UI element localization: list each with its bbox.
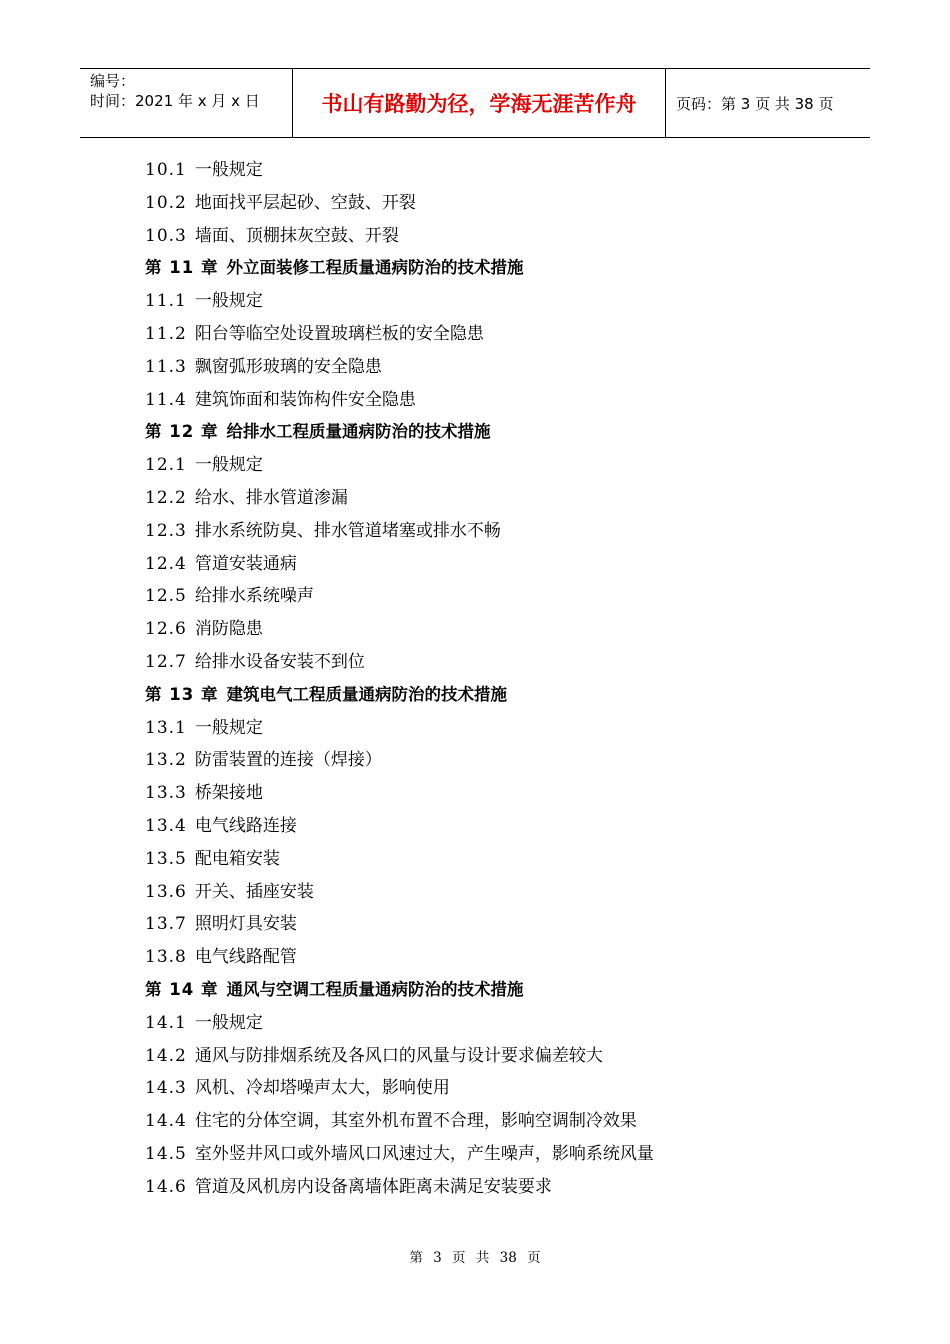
toc-number: 13.4 (145, 815, 187, 836)
toc-number: 12.2 (145, 487, 187, 508)
toc-item (145, 876, 865, 909)
toc-title: 室外竖井风口或外墙风口风速过大，产生噪声，影响系统风量 (194, 1143, 654, 1164)
toc-title: 消防隐患 (194, 619, 263, 640)
toc-number: 13.6 (145, 881, 187, 902)
toc-title: 一般规定 (194, 160, 263, 180)
toc-number: 11.3 (145, 356, 187, 377)
toc-number: 14.6 (145, 1176, 187, 1197)
toc-item (145, 810, 865, 843)
toc-number: 14.5 (145, 1143, 187, 1164)
toc-title: 一般规定 (194, 717, 263, 738)
toc-chapter-heading (145, 416, 865, 449)
toc-number: 第 13 章 (145, 684, 219, 704)
toc-item (145, 1105, 865, 1138)
page-header (80, 68, 870, 138)
header-page-info: 页码：第 3 页 共 38 页 (676, 94, 834, 113)
toc-number: 10.1 (145, 160, 187, 180)
toc-title: 电气线路连接 (194, 815, 297, 836)
toc-item (145, 384, 865, 417)
toc-title: 照明灯具安装 (194, 914, 297, 935)
toc-item (145, 482, 865, 515)
toc-number: 13.1 (145, 717, 187, 738)
toc-title: 给水、排水管道渗漏 (194, 487, 348, 508)
toc-title: 给排水系统噪声 (194, 586, 314, 607)
toc-number: 12.5 (145, 586, 187, 607)
toc-number: 13.7 (145, 914, 187, 935)
toc-title: 阳台等临空处设置玻璃栏板的安全隐患 (194, 323, 484, 344)
document-date: 时间：2021 年 x 月 x 日 (90, 92, 260, 110)
toc-chapter-heading (145, 252, 865, 285)
toc-item (145, 1072, 865, 1105)
toc-number: 14.3 (145, 1078, 187, 1099)
toc-item (145, 1138, 865, 1171)
toc-title: 风机、冷却塔噪声太大，影响使用 (194, 1078, 450, 1099)
page-footer: 第 3 页 共 38 页 (409, 1250, 541, 1266)
toc-title: 防雷装置的连接（焊接） (194, 750, 382, 771)
toc-item (145, 285, 865, 318)
toc-title: 电气线路配管 (194, 947, 297, 968)
toc-title: 配电箱安装 (194, 848, 280, 869)
document-number-label: 编号： (90, 72, 136, 90)
toc-chapter-heading (145, 679, 865, 712)
toc-item (145, 187, 865, 220)
toc-item (145, 220, 865, 253)
toc-title: 建筑电气工程质量通病防治的技术措施 (226, 684, 507, 704)
toc-title: 开关、插座安装 (194, 881, 314, 902)
header-motto: 书山有路勤为径，学海无涯苦作舟 (292, 69, 666, 137)
toc-title: 地面找平层起砂、空鼓、开裂 (194, 192, 416, 213)
toc-item (145, 318, 865, 351)
toc-item (145, 515, 865, 548)
toc-number: 11.4 (145, 389, 187, 410)
toc-number: 12.7 (145, 651, 187, 672)
toc-number: 13.2 (145, 750, 187, 771)
toc-item (145, 449, 865, 482)
toc-title: 通风与空调工程质量通病防治的技术措施 (226, 979, 524, 999)
toc-title: 桥架接地 (194, 783, 263, 804)
toc-item (145, 1040, 865, 1073)
toc-item (145, 580, 865, 613)
toc-item (145, 941, 865, 974)
toc-item (145, 613, 865, 646)
table-of-contents (145, 154, 865, 1204)
toc-number: 13.3 (145, 783, 187, 804)
toc-item (145, 908, 865, 941)
toc-item (145, 1171, 865, 1204)
toc-item (145, 351, 865, 384)
toc-number: 14.4 (145, 1111, 187, 1132)
toc-title: 给排水设备安装不到位 (194, 651, 365, 672)
toc-title: 一般规定 (194, 1012, 263, 1033)
toc-title: 飘窗弧形玻璃的安全隐患 (194, 356, 382, 377)
toc-title: 建筑饰面和装饰构件安全隐患 (194, 389, 416, 410)
toc-title: 外立面装修工程质量通病防治的技术措施 (226, 258, 524, 278)
toc-number: 12.1 (145, 455, 187, 476)
toc-number: 13.5 (145, 848, 187, 869)
toc-item (145, 548, 865, 581)
toc-number: 11.1 (145, 291, 187, 312)
toc-number: 12.3 (145, 520, 187, 541)
toc-title: 一般规定 (194, 291, 263, 312)
header-meta (80, 69, 292, 137)
toc-title: 管道及风机房内设备离墙体距离未满足安装要求 (194, 1176, 552, 1197)
toc-title: 住宅的分体空调，其室外机布置不合理，影响空调制冷效果 (194, 1111, 637, 1132)
toc-number: 12.6 (145, 619, 187, 640)
toc-number: 10.2 (145, 192, 187, 213)
toc-number: 第 14 章 (145, 979, 219, 999)
toc-title: 给排水工程质量通病防治的技术措施 (226, 422, 491, 442)
toc-number: 11.2 (145, 323, 187, 344)
toc-number: 13.8 (145, 947, 187, 968)
toc-number: 第 12 章 (145, 422, 219, 442)
toc-number: 第 11 章 (145, 258, 219, 278)
toc-number: 14.2 (145, 1045, 187, 1066)
toc-item (145, 712, 865, 745)
toc-title: 一般规定 (194, 455, 263, 476)
toc-item (145, 646, 865, 679)
toc-item (145, 154, 865, 187)
toc-item (145, 777, 865, 810)
toc-item (145, 744, 865, 777)
toc-title: 排水系统防臭、排水管道堵塞或排水不畅 (194, 520, 501, 541)
toc-title: 管道安装通病 (194, 553, 297, 574)
toc-chapter-heading (145, 974, 865, 1007)
toc-item (145, 843, 865, 876)
toc-number: 10.3 (145, 225, 187, 246)
toc-number: 12.4 (145, 553, 187, 574)
toc-number: 14.1 (145, 1012, 187, 1033)
toc-item (145, 1007, 865, 1040)
toc-title: 墙面、顶棚抹灰空鼓、开裂 (194, 225, 399, 246)
toc-title: 通风与防排烟系统及各风口的风量与设计要求偏差较大 (194, 1045, 603, 1066)
